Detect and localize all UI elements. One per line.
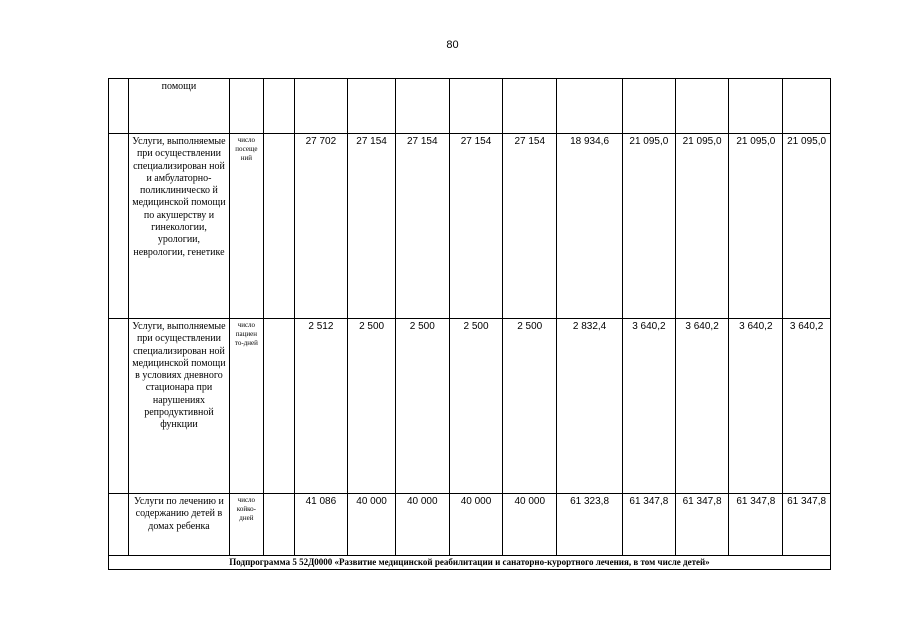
service-name-cell: помощи	[129, 79, 229, 134]
value-cell: 41 086	[294, 494, 348, 556]
value-cell: 27 154	[395, 134, 449, 319]
value-cell: 21 095,0	[729, 134, 783, 319]
unit-cell: число койко-дней	[229, 494, 263, 556]
table-row	[109, 494, 831, 556]
value-cell	[449, 79, 503, 134]
empty-cell	[264, 319, 294, 494]
value-cell	[675, 79, 729, 134]
empty-cell	[264, 79, 294, 134]
value-cell	[503, 79, 557, 134]
value-cell: 27 702	[294, 134, 348, 319]
value-cell: 40 000	[395, 494, 449, 556]
empty-cell	[264, 134, 294, 319]
value-cell	[348, 79, 396, 134]
value-cell: 2 832,4	[557, 319, 623, 494]
empty-cell	[109, 134, 129, 319]
value-cell: 21 095,0	[783, 134, 831, 319]
value-cell: 40 000	[449, 494, 503, 556]
table-row	[109, 134, 831, 319]
value-cell	[623, 79, 676, 134]
value-cell: 2 500	[449, 319, 503, 494]
table-row	[109, 79, 831, 134]
empty-cell	[264, 494, 294, 556]
service-name-cell: Услуги, выполняемые при осуществлении специализирован ной и амбулаторно-поликлиническо й медицинской помощи по акушерству и гинекологии, урологии, неврологии, генетике	[129, 134, 229, 319]
value-cell	[294, 79, 348, 134]
value-cell: 61 347,8	[729, 494, 783, 556]
empty-cell	[109, 319, 129, 494]
value-cell: 3 640,2	[729, 319, 783, 494]
service-name-cell: Услуги, выполняемые при осуществлении специализирован ной медицинской помощи в условиях дневного стационара при нарушениях репродуктивной функции	[129, 319, 229, 494]
unit-cell	[229, 79, 263, 134]
value-cell: 21 095,0	[623, 134, 676, 319]
empty-cell	[109, 79, 129, 134]
value-cell: 61 347,8	[623, 494, 676, 556]
indicators-table	[108, 78, 831, 570]
value-cell	[557, 79, 623, 134]
value-cell	[395, 79, 449, 134]
subprogram-row	[109, 556, 831, 570]
value-cell: 3 640,2	[623, 319, 676, 494]
value-cell	[729, 79, 783, 134]
value-cell: 2 500	[503, 319, 557, 494]
table-row	[109, 319, 831, 494]
value-cell: 61 347,8	[675, 494, 729, 556]
value-cell: 2 512	[294, 319, 348, 494]
unit-cell: число посеще ний	[229, 134, 263, 319]
value-cell: 3 640,2	[783, 319, 831, 494]
page-number: 80	[446, 39, 459, 51]
value-cell: 61 347,8	[783, 494, 831, 556]
value-cell: 40 000	[503, 494, 557, 556]
value-cell: 27 154	[449, 134, 503, 319]
empty-cell	[109, 494, 129, 556]
service-name-cell: Услуги по лечению и содержанию детей в домах ребенка	[129, 494, 229, 556]
subprogram-title: Подпрограмма 5 52Д0000 «Развитие медицинской реабилитации и санаторно-курортного лечения, в том числе детей»	[109, 556, 831, 570]
value-cell: 61 323,8	[557, 494, 623, 556]
value-cell: 2 500	[348, 319, 396, 494]
value-cell: 40 000	[348, 494, 396, 556]
value-cell: 2 500	[395, 319, 449, 494]
value-cell: 3 640,2	[675, 319, 729, 494]
value-cell: 18 934,6	[557, 134, 623, 319]
value-cell: 21 095,0	[675, 134, 729, 319]
value-cell	[783, 79, 831, 134]
value-cell: 27 154	[348, 134, 396, 319]
value-cell: 27 154	[503, 134, 557, 319]
unit-cell: число пациен то-дней	[229, 319, 263, 494]
